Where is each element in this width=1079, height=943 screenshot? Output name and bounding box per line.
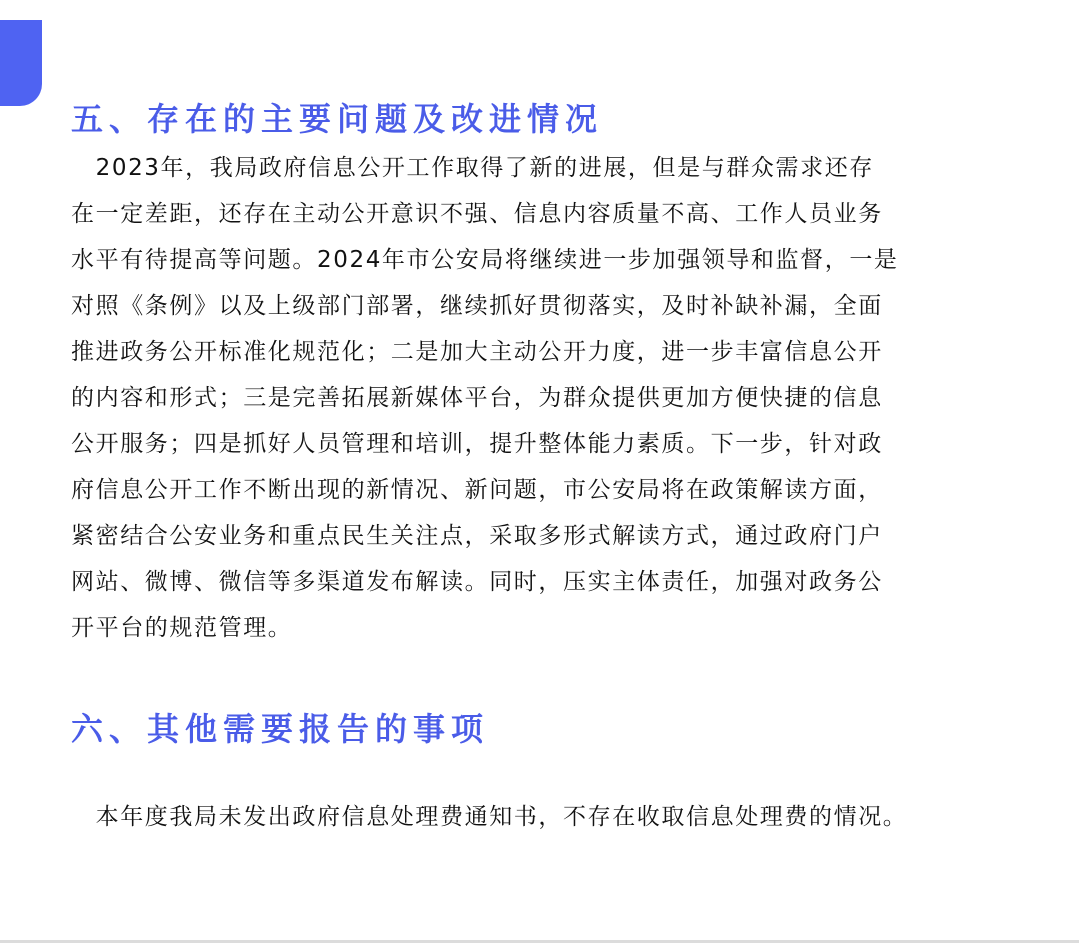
body-line: 网站、微博、微信等多渠道发布解读。同时，压实主体责任，加强对政务公	[71, 569, 883, 595]
section-body-issues	[71, 145, 899, 651]
body-line: 2023年，我局政府信息公开工作取得了新的进展，但是与群众需求还存	[71, 155, 874, 181]
section-heading-other-matters: 六、其他需要报告的事项	[71, 710, 490, 748]
corner-accent-tab	[0, 20, 42, 106]
body-line: 开平台的规范管理。	[71, 615, 293, 641]
body-line: 在一定差距，还存在主动公开意识不强、信息内容质量不高、工作人员业务	[71, 201, 883, 227]
body-line: 府信息公开工作不断出现的新情况、新问题，市公安局将在政策解读方面，	[71, 477, 883, 503]
section-body-other-matters	[71, 794, 907, 840]
body-line: 的内容和形式；三是完善拓展新媒体平台，为群众提供更加方便快捷的信息	[71, 385, 883, 411]
body-line: 公开服务；四是抓好人员管理和培训，提升整体能力素质。下一步，针对政	[71, 431, 883, 457]
body-line: 本年度我局未发出政府信息处理费通知书，不存在收取信息处理费的情况。	[71, 804, 908, 830]
body-line: 对照《条例》以及上级部门部署，继续抓好贯彻落实，及时补缺补漏，全面	[71, 293, 883, 319]
section-heading-issues: 五、存在的主要问题及改进情况	[71, 100, 604, 138]
body-line: 水平有待提高等问题。2024年市公安局将继续进一步加强领导和监督，一是	[71, 247, 899, 273]
body-line: 紧密结合公安业务和重点民生关注点，采取多形式解读方式，通过政府门户	[71, 523, 883, 549]
body-line: 推进政务公开标准化规范化；二是加大主动公开力度，进一步丰富信息公开	[71, 339, 883, 365]
